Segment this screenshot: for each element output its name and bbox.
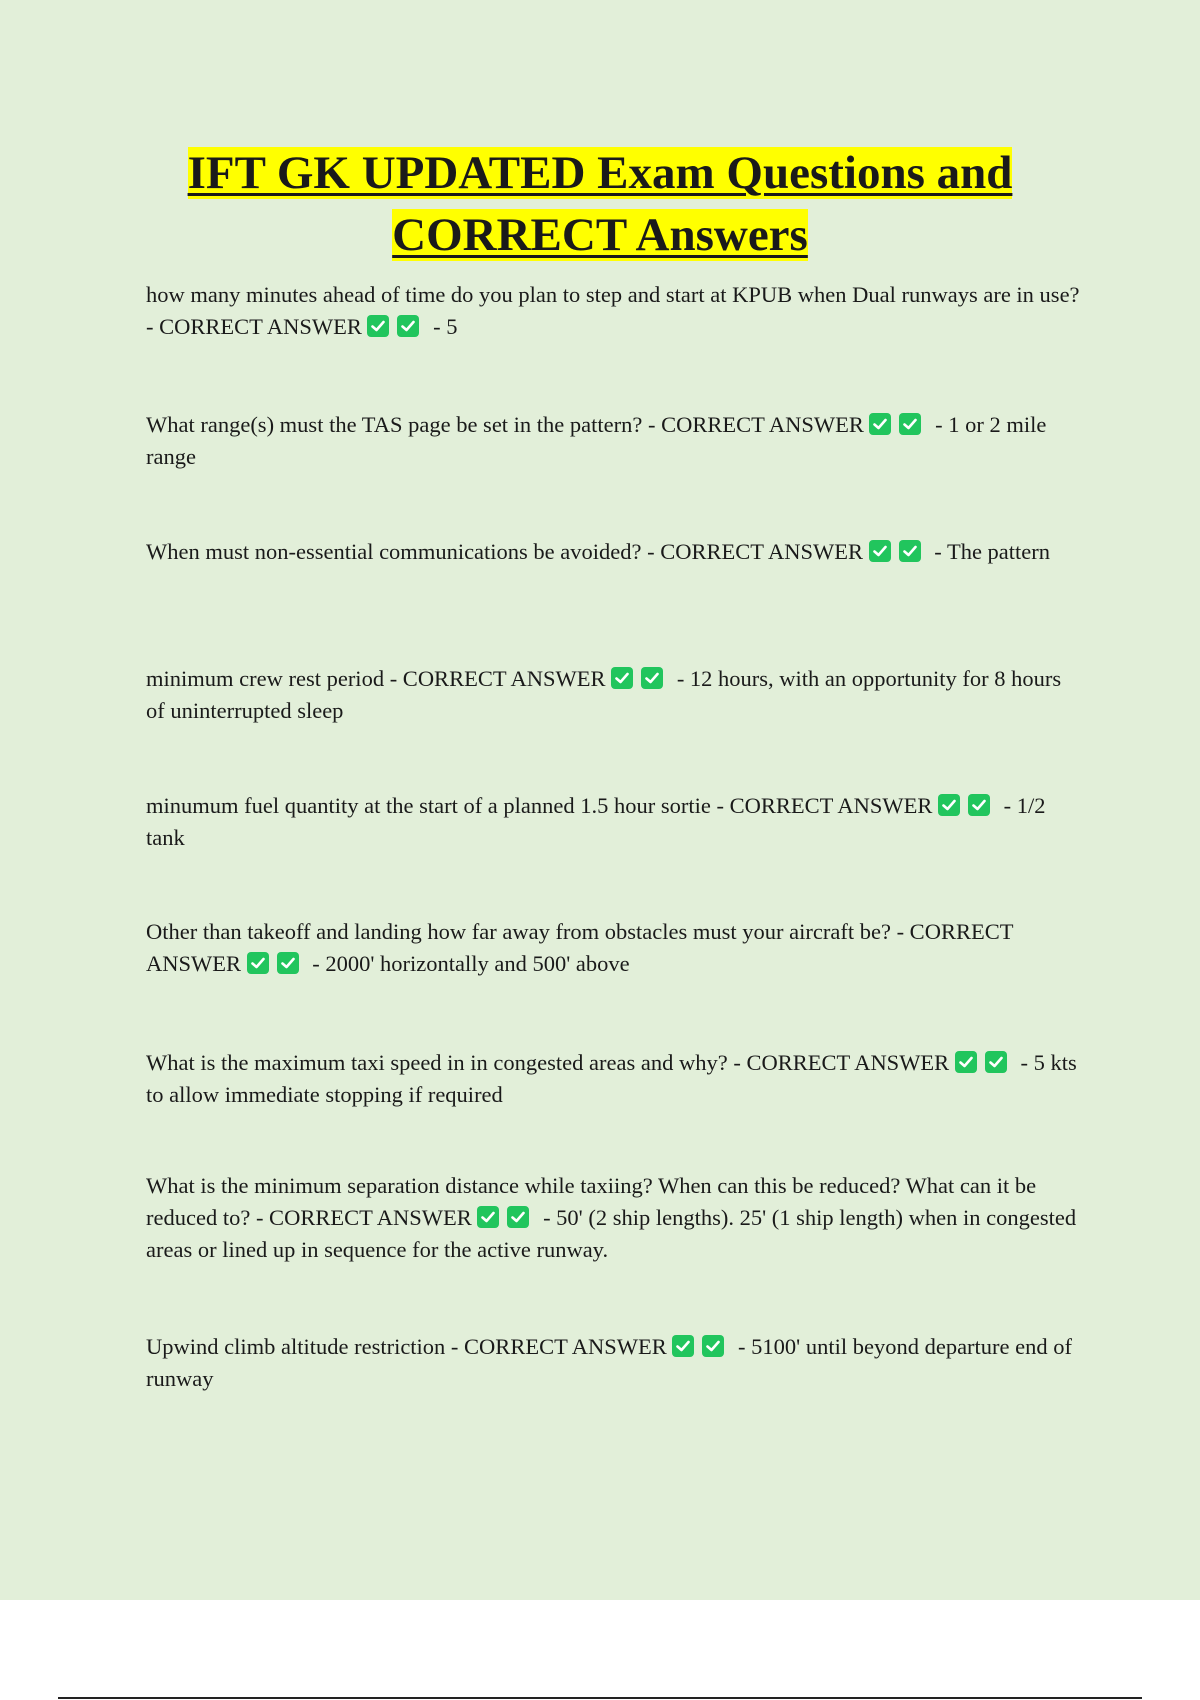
check-mark-icon — [277, 952, 299, 974]
page-title — [0, 142, 1200, 266]
qa-item — [146, 536, 1082, 568]
check-mark-icon — [672, 1335, 694, 1357]
qa-item — [146, 1047, 1082, 1111]
qa-item — [146, 279, 1082, 343]
qa-item — [146, 1170, 1082, 1266]
answer-text: - 1/2 tank — [146, 793, 1046, 850]
check-mark-icon — [899, 540, 921, 562]
answer-text: - 50' (2 ship lengths). 25' (1 ship length) when in congested areas or lined up in sequence for the active runway. — [146, 1205, 1077, 1262]
check-mark-icon — [641, 667, 663, 689]
qa-item — [146, 1331, 1082, 1395]
question-text: minimum crew rest period - CORRECT ANSWER — [146, 666, 606, 691]
question-text: how many minutes ahead of time do you plan to step and start at KPUB when Dual runways are in use? - CORRECT ANSWER — [146, 282, 1080, 339]
title-line-2: CORRECT Answers — [392, 209, 808, 261]
qa-item — [146, 790, 1082, 854]
qa-item — [146, 916, 1082, 980]
answer-text: - 1 or 2 mile range — [146, 412, 1047, 469]
check-mark-icon — [869, 413, 891, 435]
question-text: When must non-essential communications be avoided? - CORRECT ANSWER — [146, 539, 863, 564]
check-mark-icon — [367, 315, 389, 337]
check-mark-icon — [985, 1051, 1007, 1073]
answer-text: - 12 hours, with an opportunity for 8 hours of uninterrupted sleep — [146, 666, 1062, 723]
question-text: What is the minimum separation distance while taxiing? When can this be reduced? What can it be reduced to? - CORRECT ANSWER — [146, 1173, 1037, 1230]
footer-divider — [58, 1697, 1142, 1699]
answer-text: - 2000' horizontally and 500' above — [312, 951, 630, 976]
check-mark-icon — [955, 1051, 977, 1073]
check-mark-icon — [477, 1206, 499, 1228]
qa-item — [146, 409, 1082, 473]
question-text: What is the maximum taxi speed in in congested areas and why? - CORRECT ANSWER — [146, 1050, 950, 1075]
check-mark-icon — [702, 1335, 724, 1357]
check-mark-icon — [247, 952, 269, 974]
answer-text: - 5 — [433, 314, 458, 339]
check-mark-icon — [869, 540, 891, 562]
title-line-1: IFT GK UPDATED Exam Questions and — [187, 147, 1013, 199]
check-mark-icon — [938, 794, 960, 816]
check-mark-icon — [397, 315, 419, 337]
answer-text: - 5100' until beyond departure end of runway — [146, 1334, 1073, 1391]
check-mark-icon — [968, 794, 990, 816]
answer-text: - 5 kts to allow immediate stopping if required — [146, 1050, 1077, 1107]
question-text: minumum fuel quantity at the start of a planned 1.5 hour sortie - CORRECT ANSWER — [146, 793, 933, 818]
question-text: Upwind climb altitude restriction - CORRECT ANSWER — [146, 1334, 667, 1359]
qa-item — [146, 663, 1082, 727]
answer-text: - The pattern — [934, 539, 1051, 564]
question-text: What range(s) must the TAS page be set in the pattern? - CORRECT ANSWER — [146, 412, 864, 437]
check-mark-icon — [611, 667, 633, 689]
question-text: Other than takeoff and landing how far away from obstacles must your aircraft be? - CORRECT ANSWER — [146, 919, 1014, 976]
check-mark-icon — [507, 1206, 529, 1228]
check-mark-icon — [899, 413, 921, 435]
